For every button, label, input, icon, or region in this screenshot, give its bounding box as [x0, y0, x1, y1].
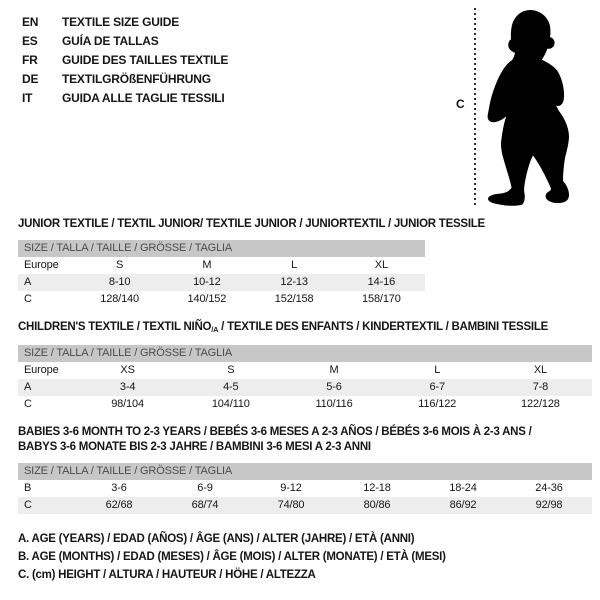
size-cell: XS: [120, 364, 135, 376]
size-table-children: [18, 320, 596, 413]
table-title-text: JUNIOR TEXTILE / TEXTIL JUNIOR/ TEXTILE JUNIOR / JUNIORTEXTIL / JUNIOR TESSILE: [18, 218, 485, 230]
size-cell: 116/122: [418, 398, 457, 410]
language-title: TEXTILGRÖßENFÜHRUNG: [62, 72, 211, 86]
size-cell: L: [434, 364, 441, 376]
language-code: ES: [22, 34, 38, 48]
language-title: GUIDA ALLE TAGLIE TESSILI: [62, 91, 225, 105]
row-label: C: [24, 293, 32, 305]
size-table-junior: [18, 217, 596, 308]
language-row: [22, 32, 228, 51]
size-cell: S: [116, 259, 124, 271]
row-label: Europe: [24, 364, 59, 376]
row-label: C: [24, 499, 32, 511]
size-header-bar: SIZE / TALLA / TAILLE / GRÖSSE / TAGLIA: [18, 345, 592, 362]
row-label: Europe: [24, 259, 59, 271]
table-title-subscript: /A: [211, 325, 219, 334]
size-cell: 68/74: [191, 499, 219, 511]
table-title: [18, 425, 596, 455]
table-row-europe: [18, 257, 425, 274]
footnote-c: C. (cm) HEIGHT / ALTURA / HAUTEUR / HÖHE / ALTEZZA: [18, 569, 316, 581]
size-cell: 98/104: [111, 398, 144, 410]
row-label: A: [24, 381, 32, 393]
row-label: A: [24, 276, 32, 288]
language-row: [22, 70, 228, 89]
size-cell: 128/140: [100, 293, 139, 305]
table-title-text: BABIES 3-6 MONTH TO 2-3 YEARS / BEBÉS 3-6 MESES A 2-3 AÑOS / BÉBÉS 3-6 MOIS À 2-3 ANS /: [18, 426, 532, 438]
table-row-c: [18, 291, 425, 308]
table-title: [18, 217, 596, 232]
size-cell: 6-7: [429, 381, 445, 393]
size-cell: 5-6: [326, 381, 342, 393]
size-cell: 110/116: [315, 398, 353, 410]
size-header-bar: SIZE / TALLA / TAILLE / GRÖSSE / TAGLIA: [18, 240, 425, 257]
row-label: B: [24, 482, 32, 494]
table-row-a: [18, 274, 425, 291]
size-cell: M: [329, 364, 339, 376]
table-row-b: [18, 480, 592, 497]
table-title-text: / TEXTILE DES ENFANTS / KINDERTEXTIL / BAMBINI TESSILE: [218, 321, 549, 333]
size-cell: 86/92: [449, 499, 477, 511]
height-measure-line: [474, 8, 476, 206]
size-cell: 18-24: [449, 482, 477, 494]
language-row: [22, 13, 228, 32]
language-title: TEXTILE SIZE GUIDE: [62, 15, 180, 29]
size-cell: 12-18: [363, 482, 391, 494]
size-cell: 9-12: [280, 482, 302, 494]
size-cell: 152/158: [274, 293, 314, 305]
size-cell: 104/110: [211, 398, 250, 410]
size-cell: 3-4: [119, 381, 136, 393]
footnotes-block: [18, 530, 596, 584]
language-title: GUÍA DE TALLAS: [62, 34, 159, 48]
language-row: [22, 51, 228, 70]
size-cell: XL: [374, 259, 388, 271]
footnote-b: B. AGE (MONTHS) / EDAD (MESES) / ÂGE (MOIS) / ALTER (MONATE) / ETÀ (MESI): [18, 551, 446, 563]
table-row-c: [18, 396, 592, 413]
size-cell: 92/98: [535, 499, 563, 511]
table-row-europe: [18, 362, 592, 379]
table-row-a: [18, 379, 592, 396]
size-cell: 74/80: [277, 499, 305, 511]
language-code: IT: [22, 91, 33, 105]
table-row-c: [18, 497, 592, 514]
language-code: DE: [22, 72, 39, 86]
table-title-text: CHILDREN'S TEXTILE / TEXTIL NIÑO: [18, 321, 212, 333]
measure-label-c: C: [456, 97, 465, 111]
size-cell: 24-36: [535, 482, 563, 494]
size-cell: 10-12: [193, 276, 221, 288]
size-cell: 8-10: [108, 276, 131, 288]
language-code: FR: [22, 53, 38, 67]
title-language-block: [22, 13, 228, 108]
size-cell: 14-16: [367, 276, 396, 288]
size-cell: 3-6: [111, 482, 127, 494]
size-cell: 7-8: [532, 381, 549, 393]
size-header-bar: SIZE / TALLA / TAILLE / GRÖSSE / TAGLIA: [18, 463, 592, 480]
size-cell: 80/86: [363, 499, 391, 511]
language-title: GUIDE DES TAILLES TEXTILE: [62, 53, 229, 67]
size-cell: XL: [533, 364, 547, 376]
row-label: C: [24, 398, 32, 410]
language-row: [22, 89, 228, 108]
size-cell: 140/152: [187, 293, 227, 305]
size-table-babies: [18, 425, 596, 514]
size-cell: S: [227, 364, 235, 376]
size-cell: L: [291, 259, 298, 271]
footnote-a: A. AGE (YEARS) / EDAD (AÑOS) / ÂGE (ANS) / ALTER (JAHRE) / ETÀ (ANNI): [18, 533, 415, 545]
size-cell: 62/68: [105, 499, 133, 511]
size-cell: 4-5: [223, 381, 239, 393]
size-cell: 6-9: [197, 482, 213, 494]
size-cell: M: [202, 259, 212, 271]
language-code: EN: [22, 15, 39, 29]
size-cell: 12-13: [280, 276, 308, 288]
tables-root: [18, 217, 596, 514]
size-tables-section: [18, 217, 596, 584]
table-title-text: BABYS 3-6 MONATE BIS 2-3 JAHRE / BAMBINI 3-6 MESI A 2-3 ANNI: [18, 441, 371, 453]
table-title: [18, 320, 596, 337]
baby-silhouette-icon: [486, 9, 570, 207]
size-cell: 158/170: [362, 293, 401, 305]
size-cell: 122/128: [521, 398, 560, 410]
